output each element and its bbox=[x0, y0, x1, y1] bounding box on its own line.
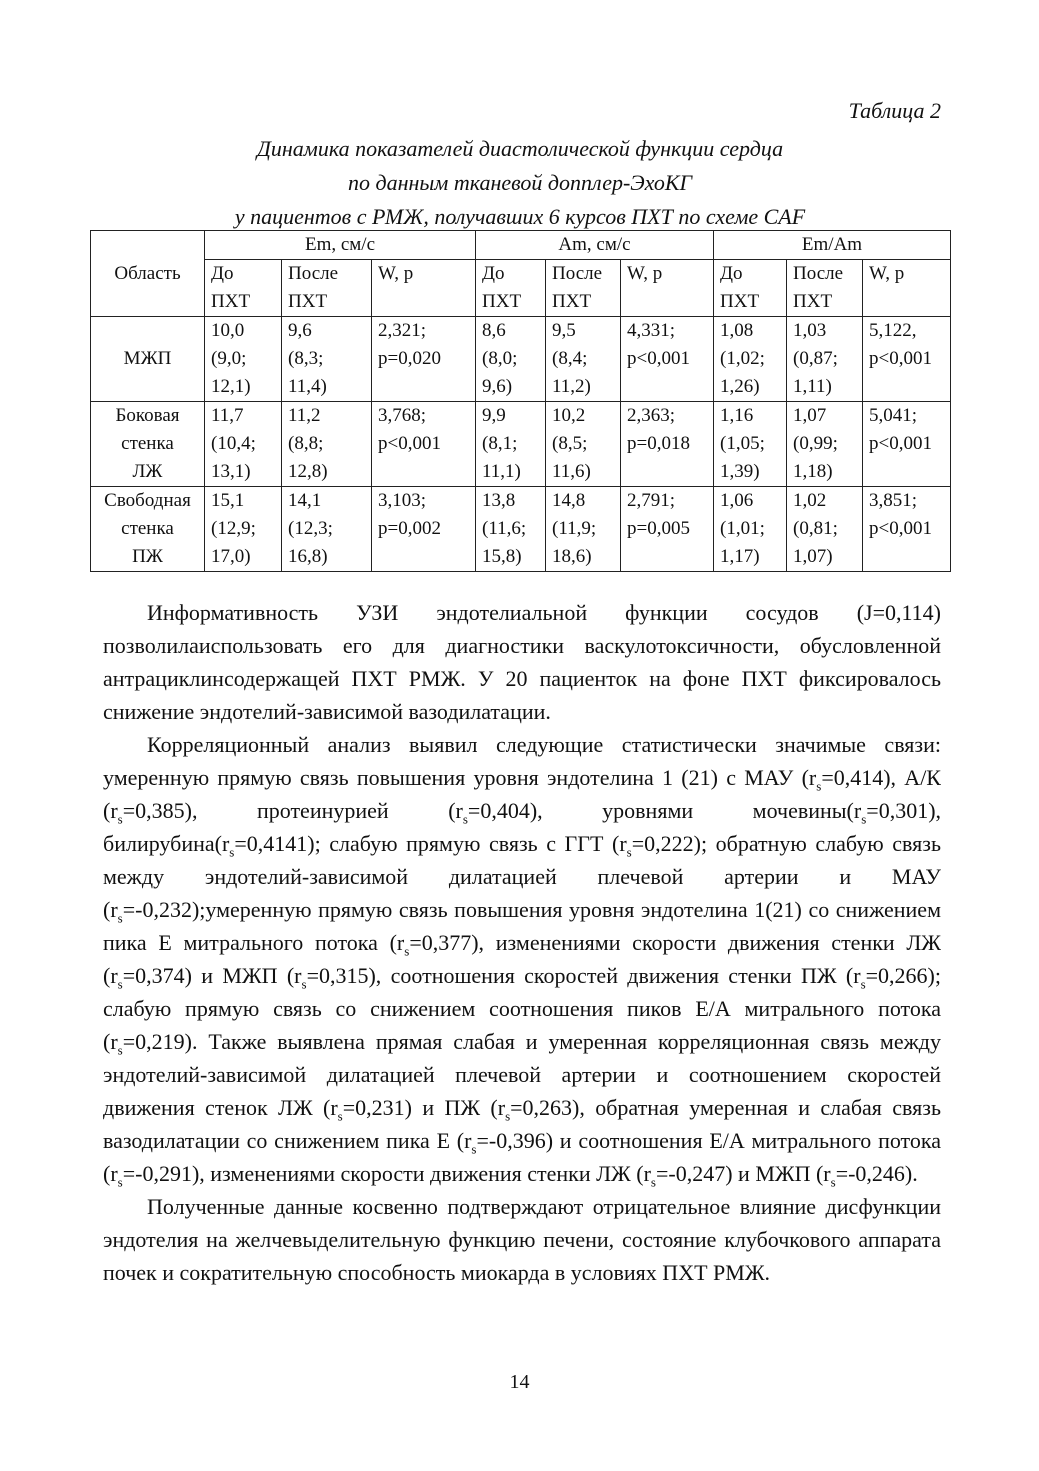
text-run: =0,219). Также выявлена прямая слабая и умеренная корреляционная связь между эндотелий-зависимой дилатацией плечевой артерии и соотношением скоростей движения стенок ЛЖ (r bbox=[103, 1029, 941, 1120]
value-line: 1,26) bbox=[720, 376, 760, 397]
table-title-line: Динамика показателей диастолической функции сердца bbox=[256, 136, 784, 161]
text-run: Корреляционный анализ выявил следующие статистически значимые связи: умеренную прямую связь повышения уровня эндотелина 1 (21) с МАУ (r bbox=[103, 732, 941, 790]
subheader-line: ПХТ bbox=[552, 291, 592, 312]
area-line: стенка bbox=[121, 518, 174, 539]
value-cell bbox=[863, 317, 951, 402]
value-line bbox=[627, 458, 707, 486]
value-cell bbox=[787, 487, 863, 572]
subheader-line: ПХТ bbox=[211, 291, 251, 312]
value-line bbox=[627, 373, 707, 401]
value-line: (1,01; bbox=[720, 518, 765, 539]
value-line: 18,6) bbox=[552, 546, 592, 567]
paragraph bbox=[103, 596, 941, 728]
value-line: (8,1; bbox=[482, 433, 518, 454]
subscript: s bbox=[117, 811, 123, 827]
value-line: 14,8 bbox=[552, 490, 586, 511]
text-run: =0,404), уровнями мочевины(r bbox=[467, 798, 862, 823]
value-cell bbox=[714, 317, 787, 402]
area-cell bbox=[91, 487, 205, 572]
value-line: 9,6 bbox=[288, 320, 312, 341]
value-cell bbox=[621, 317, 714, 402]
subheader-line: После bbox=[552, 263, 603, 284]
text-run: Полученные данные косвенно подтверждают отрицательное влияние дисфункции эндотелия на желчевыделительную функцию печени, состояние клубочкового аппарата почек и сократительную способность миокарда в условиях ПХТ РМЖ. bbox=[103, 1194, 941, 1285]
value-line: (11,9; bbox=[552, 518, 597, 539]
value-cell bbox=[714, 402, 787, 487]
value-line: 3,103; bbox=[378, 490, 427, 511]
subscript: s bbox=[505, 1108, 511, 1124]
value-cell bbox=[787, 317, 863, 402]
value-line: (8,5; bbox=[552, 433, 588, 454]
value-line: 13,1) bbox=[211, 461, 251, 482]
subheader-cell bbox=[714, 260, 787, 317]
value-line: 8,6 bbox=[482, 320, 506, 341]
subheader-line: ПХТ bbox=[720, 291, 760, 312]
paragraph bbox=[103, 1190, 941, 1289]
value-line: 14,1 bbox=[288, 490, 322, 511]
value-line: p=0,002 bbox=[378, 518, 441, 539]
subheader-cell bbox=[546, 260, 621, 317]
value-line: 1,16 bbox=[720, 405, 754, 426]
value-cell bbox=[205, 402, 282, 487]
value-cell bbox=[621, 487, 714, 572]
table-title bbox=[90, 132, 950, 234]
value-line bbox=[869, 543, 944, 571]
text-run: =0,266); слабую прямую связь со снижением соотношения пиков Е/А митрального потока (r bbox=[103, 963, 941, 1054]
text-run: =0,222); обратную слабую связь между эндотелий-зависимой дилатацией плечевой артерии и МАУ (r bbox=[103, 831, 941, 922]
subscript: s bbox=[626, 844, 632, 860]
text-run: =-0,247) и МЖП (r bbox=[655, 1161, 831, 1186]
value-line: 12,8) bbox=[288, 461, 328, 482]
subscript: s bbox=[301, 976, 307, 992]
value-line: (0,87; bbox=[793, 348, 838, 369]
value-cell bbox=[546, 402, 621, 487]
table-title-line: у пациентов с РМЖ, получавших 6 курсов ПХТ по схеме CAF bbox=[234, 204, 806, 229]
value-line: 10,0 bbox=[211, 320, 245, 341]
text-run: =-0,396) и соотношения Е/А митрального потока (r bbox=[103, 1128, 941, 1186]
value-cell bbox=[863, 487, 951, 572]
value-line: 1,39) bbox=[720, 461, 760, 482]
table-title-line: по данным тканевой допплер-ЭхоКГ bbox=[347, 170, 693, 195]
value-line: 11,4) bbox=[288, 376, 327, 397]
subheader-line: W, p bbox=[627, 263, 663, 284]
area-line: ПЖ bbox=[132, 546, 163, 567]
value-line: 11,1) bbox=[482, 461, 521, 482]
subheader-line: W, p bbox=[869, 263, 905, 284]
subheader-cell bbox=[621, 260, 714, 317]
subheader-line: ПХТ bbox=[482, 291, 522, 312]
value-line: 1,18) bbox=[793, 461, 833, 482]
subheader-cell bbox=[476, 260, 546, 317]
area-line: стенка bbox=[121, 433, 174, 454]
value-line: (1,05; bbox=[720, 433, 765, 454]
value-line: 9,9 bbox=[482, 405, 506, 426]
subheader-line: До bbox=[482, 263, 505, 284]
value-line: 1,02 bbox=[793, 490, 827, 511]
subscript: s bbox=[117, 1042, 123, 1058]
value-cell bbox=[205, 317, 282, 402]
value-line: 1,08 bbox=[720, 320, 754, 341]
value-line: (8,0; bbox=[482, 348, 518, 369]
subheader-line: После bbox=[288, 263, 339, 284]
subscript: s bbox=[229, 844, 235, 860]
value-line: p<0,001 bbox=[869, 348, 932, 369]
subheader-line bbox=[627, 288, 707, 316]
value-line: (12,9; bbox=[211, 518, 256, 539]
area-line: Свободная bbox=[104, 490, 191, 511]
value-line bbox=[869, 373, 944, 401]
subscript: s bbox=[650, 1174, 656, 1190]
value-cell bbox=[546, 317, 621, 402]
text-run: =-0,232);умеренную прямую связь повышения уровня эндотелина 1(21) со снижением пика Е митрального потока (r bbox=[103, 897, 941, 955]
value-line: p=0,005 bbox=[627, 518, 690, 539]
value-cell bbox=[476, 402, 546, 487]
area-line: ЛЖ bbox=[132, 461, 163, 482]
area-cell bbox=[91, 317, 205, 402]
text-run: =0,385), протеинурией (r bbox=[122, 798, 463, 823]
subheader-line: После bbox=[793, 263, 844, 284]
group-header: Em, см/с bbox=[205, 231, 476, 260]
value-line: 11,7 bbox=[211, 405, 244, 426]
value-line: 12,1) bbox=[211, 376, 251, 397]
subscript: s bbox=[861, 811, 867, 827]
value-line: (0,99; bbox=[793, 433, 838, 454]
value-line: p=0,020 bbox=[378, 348, 441, 369]
value-cell bbox=[205, 487, 282, 572]
group-header: Am, см/с bbox=[476, 231, 714, 260]
value-line: p<0,001 bbox=[378, 433, 441, 454]
text-run: =-0,291), изменениями скорости движения стенки ЛЖ (r bbox=[122, 1161, 651, 1186]
results-table bbox=[90, 230, 951, 572]
text-run: =0,4141); слабую прямую связь с ГГТ (r bbox=[234, 831, 627, 856]
group-header: Em/Am bbox=[714, 231, 951, 260]
value-cell bbox=[372, 487, 476, 572]
value-line: 2,363; bbox=[627, 405, 676, 426]
value-cell bbox=[282, 487, 372, 572]
value-line: p<0,001 bbox=[869, 433, 932, 454]
subheader-row bbox=[91, 260, 951, 317]
value-line: p<0,001 bbox=[869, 518, 932, 539]
text-run: =0,414), А/К (r bbox=[103, 765, 941, 823]
subheader-cell bbox=[787, 260, 863, 317]
subscript: s bbox=[471, 1141, 477, 1157]
text-run: =0,377), изменениями скорости движения стенки ЛЖ (r bbox=[103, 930, 942, 988]
value-line: 1,03 bbox=[793, 320, 827, 341]
value-line: 3,768; bbox=[378, 405, 427, 426]
value-line: 5,122, bbox=[869, 320, 917, 341]
subheader-cell bbox=[282, 260, 372, 317]
subheader-cell bbox=[863, 260, 951, 317]
subheader-cell bbox=[372, 260, 476, 317]
subscript: s bbox=[117, 1174, 123, 1190]
subheader-cell bbox=[205, 260, 282, 317]
subheader-line: ПХТ bbox=[288, 291, 328, 312]
value-cell bbox=[863, 402, 951, 487]
area-line: МЖП bbox=[123, 348, 172, 369]
value-line bbox=[378, 543, 469, 571]
value-line: 11,2) bbox=[552, 376, 591, 397]
value-cell bbox=[372, 317, 476, 402]
value-line: (11,6; bbox=[482, 518, 527, 539]
value-cell bbox=[714, 487, 787, 572]
value-line: (10,4; bbox=[211, 433, 256, 454]
value-line: 2,791; bbox=[627, 490, 676, 511]
value-cell bbox=[787, 402, 863, 487]
value-cell bbox=[621, 402, 714, 487]
subscript: s bbox=[462, 811, 468, 827]
value-line: 11,6) bbox=[552, 461, 591, 482]
value-cell bbox=[282, 317, 372, 402]
value-line: 1,07 bbox=[793, 405, 827, 426]
value-cell bbox=[282, 402, 372, 487]
subscript: s bbox=[830, 1174, 836, 1190]
text-run: =0,263), обратная умеренная и слабая связь вазодилатации со снижением пика Е (r bbox=[103, 1095, 941, 1153]
value-cell bbox=[476, 487, 546, 572]
text-run: =0,374) и МЖП (r bbox=[122, 963, 302, 988]
value-line: (12,3; bbox=[288, 518, 333, 539]
value-cell bbox=[476, 317, 546, 402]
table-label: Таблица 2 bbox=[848, 98, 941, 123]
subscript: s bbox=[860, 976, 866, 992]
subheader-line: До bbox=[211, 263, 234, 284]
text-run: =0,315), соотношения скоростей движения стенки ПЖ (r bbox=[306, 963, 861, 988]
value-line: 3,851; bbox=[869, 490, 918, 511]
value-line: 9,5 bbox=[552, 320, 576, 341]
value-line: 1,07) bbox=[793, 546, 833, 567]
value-line: 9,6) bbox=[482, 376, 513, 397]
value-line bbox=[869, 458, 944, 486]
value-line: 15,8) bbox=[482, 546, 522, 567]
value-line bbox=[378, 373, 469, 401]
subheader-line: W, p bbox=[378, 263, 414, 284]
subheader-line bbox=[869, 288, 944, 316]
value-line: 4,331; bbox=[627, 320, 676, 341]
table-row bbox=[91, 487, 951, 572]
value-line: 11,2 bbox=[288, 405, 321, 426]
value-cell bbox=[372, 402, 476, 487]
value-line: 1,11) bbox=[793, 376, 832, 397]
text-run: =0,231) и ПЖ (r bbox=[342, 1095, 506, 1120]
value-line: 17,0) bbox=[211, 546, 251, 567]
area-cell bbox=[91, 402, 205, 487]
text-run: =0,301), билирубина(r bbox=[103, 798, 942, 856]
subscript: s bbox=[117, 976, 123, 992]
subscript: s bbox=[816, 778, 822, 794]
value-line bbox=[627, 543, 707, 571]
paragraph bbox=[103, 728, 941, 1190]
value-line: 10,2 bbox=[552, 405, 586, 426]
value-line: 1,06 bbox=[720, 490, 754, 511]
value-line: (8,4; bbox=[552, 348, 588, 369]
subscript: s bbox=[337, 1108, 343, 1124]
table-row bbox=[91, 317, 951, 402]
value-line: (9,0; bbox=[211, 348, 247, 369]
page-number: 14 bbox=[509, 1371, 530, 1393]
subheader-line bbox=[378, 288, 469, 316]
value-line: 16,8) bbox=[288, 546, 328, 567]
body-text bbox=[103, 596, 941, 1289]
subscript: s bbox=[404, 943, 410, 959]
subheader-line: До bbox=[720, 263, 743, 284]
value-line: 1,17) bbox=[720, 546, 760, 567]
value-line: p=0,018 bbox=[627, 433, 690, 454]
value-line: 15,1 bbox=[211, 490, 245, 511]
value-line: 5,041; bbox=[869, 405, 918, 426]
subscript: s bbox=[117, 910, 123, 926]
value-cell bbox=[546, 487, 621, 572]
table-body bbox=[91, 317, 951, 572]
value-line bbox=[378, 458, 469, 486]
text-run: Информативность УЗИ эндотелиальной функции сосудов (J=0,114) позволилаиспользовать его для диагностики васкулотоксичности, обусловленной антрациклинсодержащей ПХТ РМЖ. У 20 пациенток на фоне ПХТ фиксировалось снижение эндотелий-зависимой вазодилатации. bbox=[103, 600, 941, 724]
value-line: (8,8; bbox=[288, 433, 324, 454]
value-line: 13,8 bbox=[482, 490, 516, 511]
value-line: p<0,001 bbox=[627, 348, 690, 369]
value-line: (1,02; bbox=[720, 348, 765, 369]
value-line: 2,321; bbox=[378, 320, 427, 341]
area-line: Боковая bbox=[115, 405, 180, 426]
value-line: (0,81; bbox=[793, 518, 838, 539]
text-run: =-0,246). bbox=[835, 1161, 918, 1186]
value-line: (8,3; bbox=[288, 348, 324, 369]
table-row bbox=[91, 402, 951, 487]
subheader-line: ПХТ bbox=[793, 291, 833, 312]
area-header: Область bbox=[91, 231, 205, 317]
